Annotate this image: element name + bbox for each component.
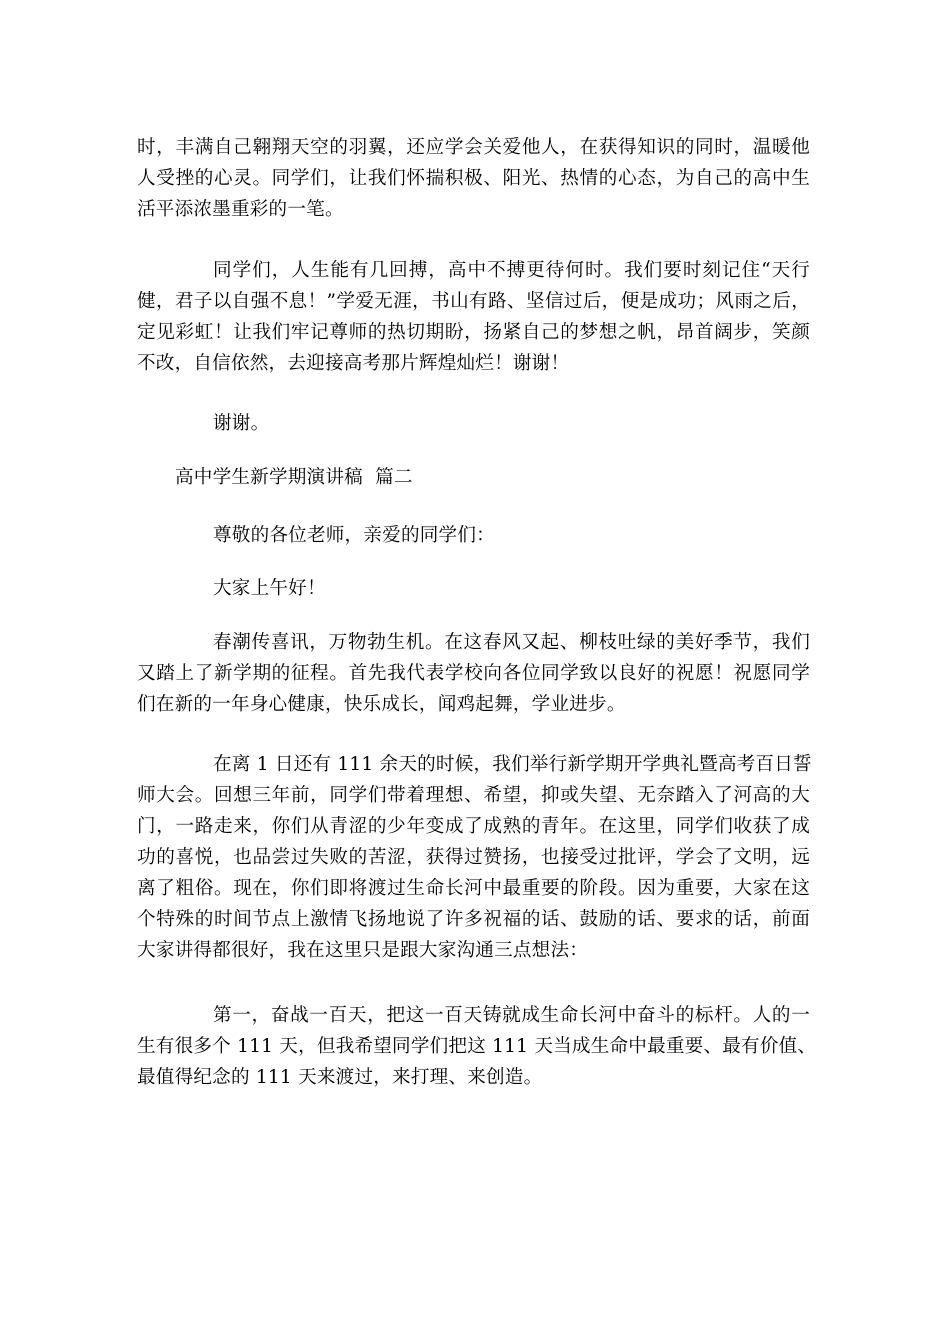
text-line: 生有很多个 111 天，但我希望同学们把这 111 天当成生命中最重要、最有价值、 — [137, 1036, 817, 1057]
paragraph-8 — [137, 1000, 817, 1093]
text-line: 最值得纪念的 111 天来渡过，来打理、来创造。 — [137, 1067, 543, 1088]
text-line: 又踏上了新学期的征程。首先我代表学校向各位同学致以良好的祝愿！祝愿同学 — [137, 663, 810, 684]
text-line: 功的喜悦，也品尝过失败的苦涩，获得过赞扬，也接受过批评，学会了文明，远 — [137, 847, 810, 868]
text-line: 尊敬的各位老师，亲爱的同学们： — [213, 525, 495, 546]
text-line: 谢谢。 — [213, 413, 270, 434]
text-line: 大家讲得都很好，我在这里只是跟大家沟通三点想法： — [137, 940, 589, 961]
text-line: 第一，奋战一百天，把这一百天铸就成生命长河中奋斗的标杆。人的一 — [213, 1005, 810, 1026]
text-line: 个特殊的时间节点上激情飞扬地说了许多祝福的话、鼓励的话、要求的话，前面 — [137, 909, 810, 930]
text-line: 时，丰满自己翱翔天空的羽翼，还应学会关爱他人，在获得知识的同时，温暖他 — [137, 137, 810, 158]
text-line: 离了粗俗。现在，你们即将渡过生命长河中最重要的阶段。因为重要，大家在这 — [137, 878, 810, 899]
text-line: 们在新的一年身心健康，快乐成长，闻鸡起舞，学业进步。 — [137, 694, 626, 715]
section-title — [137, 462, 810, 493]
text-line: 春潮传喜讯，万物勃生机。在这春风又起、柳枝吐绿的美好季节，我们 — [213, 632, 810, 653]
section-title-text: 高中学生新学期演讲稿 篇二 — [175, 467, 413, 488]
text-line: 门，一路走来，你们从青涩的少年变成了成熟的青年。在这里，同学们收获了成 — [137, 816, 810, 837]
paragraph-6 — [137, 627, 810, 720]
text-line: 在离 1 日还有 111 余天的时候，我们举行新学期开学典礼暨高考百日誓 — [213, 754, 812, 775]
text-line: 师大会。回想三年前，同学们带着理想、希望，抑或失望、无奈踏入了河高的大 — [137, 785, 810, 806]
text-line: 健，君子以自强不息！”学爱无涯，书山有路、坚信过后，便是成功；风雨之后， — [137, 291, 810, 312]
text-line: 人受挫的心灵。同学们，让我们怀揣积极、阳光、热情的心态，为自己的高中生 — [137, 168, 810, 189]
text-line: 同学们，人生能有几回搏，高中不搏更待何时。我们要时刻记住“天行 — [213, 260, 810, 281]
paragraph-3 — [137, 408, 810, 439]
text-line: 活平添浓墨重彩的一笔。 — [137, 199, 344, 220]
paragraph-greeting — [137, 520, 810, 551]
text-line: 不改，自信依然，去迎接高考那片辉煌灿烂！谢谢！ — [137, 353, 570, 374]
paragraph-7 — [137, 749, 810, 966]
paragraph-morning — [137, 573, 810, 604]
text-line: 大家上午好！ — [213, 578, 326, 599]
text-line: 定见彩虹！让我们牢记尊师的热切期盼，扬紧自己的梦想之帆，昂首阔步，笑颜 — [137, 322, 810, 343]
paragraph-2 — [137, 255, 810, 379]
paragraph-1 — [137, 132, 810, 225]
